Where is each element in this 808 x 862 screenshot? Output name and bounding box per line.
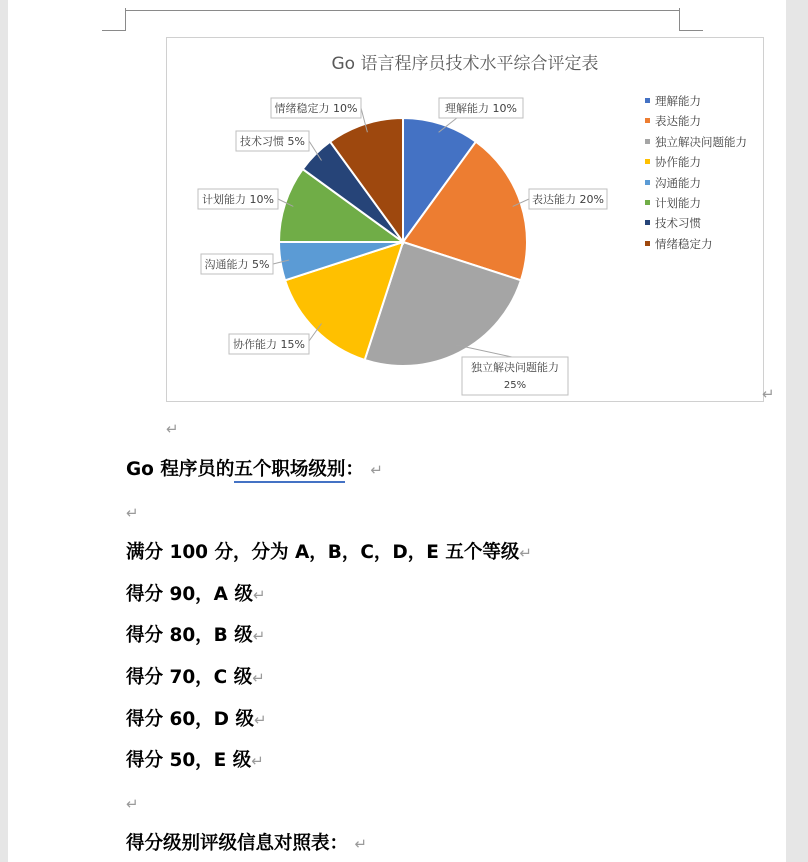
heading-levels [126,457,383,483]
legend-item [645,91,747,111]
margin-corner-top-left [125,8,126,30]
data-label-percent: 25% [503,380,527,391]
chart-title: Go 语言程序员技术水平综合评定表 [331,54,599,74]
legend-label: 表达能力 [655,114,701,129]
grade-line [126,707,267,733]
legend-swatch [645,159,650,164]
heading-prefix: Go 程序员的 [126,459,235,480]
legend-label: 技术习惯 [655,216,701,231]
legend-swatch [645,98,650,103]
legend-item [645,173,747,193]
paragraph-mark: ↵ [252,669,265,687]
legend-swatch [645,200,650,205]
margin-corner-top-right-h [679,30,703,31]
paragraph-mark: ↵ [252,586,266,604]
legend-swatch [645,118,650,123]
chart-legend [645,91,747,254]
legend-item [645,193,747,213]
data-label: 理解能力 10% [445,102,517,115]
margin-corner-top-left-h [102,30,126,31]
table-heading-text: 得分级别评级信息对照表： [126,833,349,854]
legend-label: 理解能力 [655,94,701,108]
data-label: 沟通能力 5% [204,258,270,271]
grade-text: 得分 70，C 级 [126,667,253,688]
grade-line [126,582,266,608]
paragraph-mark: ↵ [762,385,775,403]
legend-item [645,132,747,152]
pie-chart[interactable] [166,37,764,402]
heading-levels-link[interactable]: 五个职场级别 [234,459,345,483]
data-label: 情绪稳定力 10% [274,102,358,115]
legend-label: 独立解决问题能力 [655,134,747,149]
legend-label: 计划能力 [655,195,701,210]
margin-corner-top-right [679,8,680,30]
data-label: 独立解决问题能力 [471,361,559,374]
data-label: 技术习惯 5% [240,135,305,148]
data-label: 表达能力 20% [532,193,604,206]
legend-label: 沟通能力 [655,175,701,190]
legend-item [645,152,747,172]
table-heading [126,831,367,857]
total-score-line [126,540,532,566]
data-label: 计划能力 10% [202,193,274,206]
grade-text: 得分 50，E 级 [126,750,252,771]
paragraph-mark: ↵ [370,461,383,479]
grade-line [126,665,265,691]
paragraph-mark: ↵ [166,420,179,438]
legend-item [645,213,747,233]
legend-item [645,111,747,131]
paragraph-mark: ↵ [252,627,266,645]
grade-line [126,623,265,649]
grade-text: 得分 90，A 级 [126,584,253,605]
legend-swatch [645,139,650,144]
paragraph-mark: ↵ [519,544,532,562]
legend-swatch [645,220,650,225]
paragraph-mark: ↵ [354,835,368,853]
legend-swatch [645,180,650,185]
paragraph-mark: ↵ [126,795,139,813]
paragraph-mark: ↵ [126,504,139,522]
grade-text: 得分 60，D 级 [126,709,254,730]
legend-swatch [645,241,650,246]
heading-suffix: ： [345,459,364,480]
grade-text: 得分 80，B 级 [126,625,253,646]
grade-line [126,748,264,774]
data-label: 协作能力 15% [233,338,305,351]
legend-label: 情绪稳定力 [655,236,713,251]
margin-top-line [125,10,680,11]
legend-item [645,234,747,254]
total-score-text: 满分 100 分，分为 A，B，C，D，E 五个等级 [126,542,520,563]
paragraph-mark: ↵ [251,752,264,770]
legend-label: 协作能力 [655,155,701,170]
paragraph-mark: ↵ [253,711,267,729]
